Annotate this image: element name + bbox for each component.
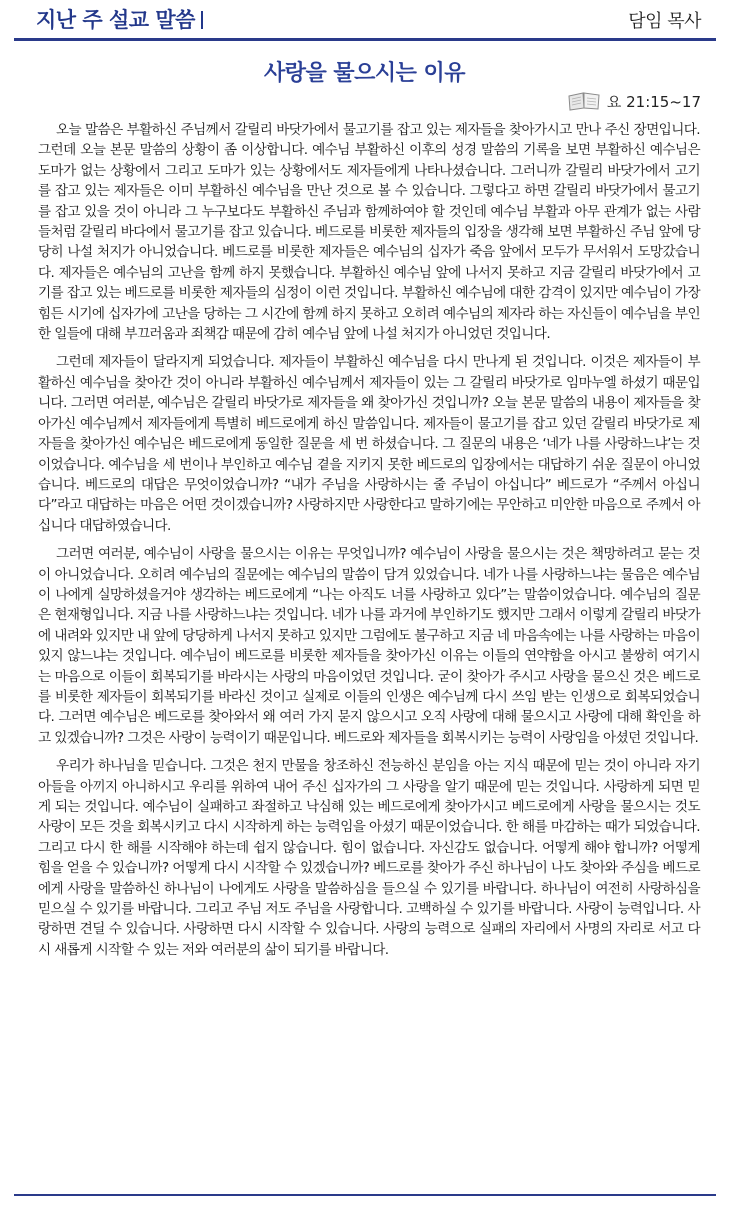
bottom-rule	[14, 1194, 716, 1196]
paragraph: 우리가 하나님을 믿습니다. 그것은 천지 만물을 창조하신 전능하신 분임을 아는 지식 때문에 믿는 것이 아니라 자기 아들을 아끼지 아니하시고 우리를 위하여 내어 주신 십자가의 그 사랑을 알기 때문에 믿는 것입니다. 사랑하게 되면 믿게 되는 것입니다. 예수님이 실패하고 좌절하고 낙심해 있는 베드로에게 찾아가시고 베드로에게 사랑을 물으시는 것도 사랑이 모든 것을 회복시키고 다시 시작하게 하는 능력임을 아셨기 때문이었습니다. 한 해를 마감하는 때가 되었습니다. 그리고 다시 한 해를 시작해야 하는데 쉽지 않습니다. 힘이 없습니다. 자신감도 없습니다. 어떻게 해야 합니까? 어떻게 힘을 얻을 수 있습니까? 어떻게 다시 시작할 수 있겠습니까? 베드로를 찾아가 주신 하나님이 나도 찾아와 주심을 베드로에게 사랑을 말씀하신 하나님이 나에게도 사랑을 말씀하심을 들으실 수 있기를 바랍니다. 하나님이 여전히 사랑하심을 믿으실 수 있기를 바랍니다. 그리고 주님 저도 주님을 사랑합니다. 고백하실 수 있기를 바랍니다. 사랑이 능력입니다. 사랑하면 견딜 수 있습니다. 사랑하면 다시 시작할 수 있습니다. 사랑의 능력으로 실패의 자리에서 사명의 자리로 서고 다시 새롭게 시작할 수 있는 저와 여러분의 삶이 되기를 바랍니다.	[38, 758, 700, 958]
paragraph: 오늘 말씀은 부활하신 주님께서 갈릴리 바닷가에서 물고기를 잡고 있는 제자들을 찾아가시고 만나 주신 장면입니다. 그런데 오늘 본문 말씀의 상황이 좀 이상합니다. 예수님 부활하신 이후의 성경 말씀의 기록을 보면 부활하신 예수님은 도마가 없는 상황에서 그리고 도마가 있는 상황에서도 제자들에게 나타나셨습니다. 그러니까 갈릴리 바닷가에서 고기를 잡고 있는 제자들은 이미 부활하신 예수님을 만난 것으로 볼 수 있습니다. 그렇다고 하면 갈릴리 바닷가에서 물고기를 잡고 있을 것이 아니라 그 누구보다도 부활하신 주님과 함께하여야 할 것인데 예수님 부활과 아무 관계가 없는 사람들처럼 갈릴리 바다에서 물고기를 잡고 있습니다. 베드로를 비롯한 제자들의 입장을 생각해 보면 부활하신 주님 앞에 당당히 나설 처지가 아니었습니다. 베드로를 비롯한 제자들은 예수님의 십자가 죽음 앞에서 모두가 무서워서 도망갔습니다. 제자들은 예수님의 고난을 함께 하지 못했습니다. 부활하신 예수님 앞에 나서지 못하고 지금 갈릴리 바닷가에서 고기를 잡고 있는 베드로를 비롯한 제자들의 심정이 이런 것입니다. 부활하신 예수님에 대한 감격이 있지만 예수님이 가장 힘든 시기에 십자가에 고난을 당하는 그 시간에 함께 하지 못하고 오히려 예수님의 제자라 하는 자신들이 예수님을 부인한 일들에 대해 부끄러움과 죄책감 때문에 감히 예수님 앞에 나설 처지가 아니었던 것입니다.	[38, 122, 700, 343]
paragraph: 그런데 제자들이 달라지게 되었습니다. 제자들이 부활하신 예수님을 다시 만나게 된 것입니다. 이것은 제자들이 부활하신 예수님을 찾아간 것이 아니라 부활하신 예수님께서 제자들이 있는 그 갈릴리 바닷가로 임마누엘 하셨기 때문입니다. 그러면 여러분, 예수님은 갈릴리 바닷가로 제자들을 왜 찾아가신 것입니까? 오늘 본문 말씀의 내용이 제자들을 찾아가신 예수님께서 제자들에게 특별히 베드로에게 하신 말씀입니다. 제자들이 물고기를 잡고 있던 갈릴리 바닷가로 제자들을 찾아가신 예수님은 베드로에게 동일한 질문을 세 번 하셨습니다. 그 질문의 내용은 ‘네가 나를 사랑하느냐’는 것이었습니다. 예수님을 세 번이나 부인하고 예수님 곁을 지키지 못한 베드로의 입장에서는 대답하기 쉬운 질문이 아니었습니다. 베드로의 대답은 무엇이었습니까? “내가 주님을 사랑하시는 줄 주님이 아십니다” 베드로가 “주께서 아십니다”라고 대답하는 마음은 어떤 것이겠습니까? 사랑하지만 사랑한다고 말하기에는 무안하고 미안한 마음으로 주께서 아십니다 대답하였습니다.	[38, 354, 700, 534]
page-header	[0, 0, 729, 36]
paragraph: 그러면 여러분, 예수님이 사랑을 물으시는 이유는 무엇입니까? 예수님이 사랑을 물으시는 것은 책망하려고 묻는 것이 아니었습니다. 오히려 예수님의 질문에는 예수님의 말씀이 담겨 있었습니다. 네가 나를 사랑하느냐는 물음은 예수님이 나에게 실망하셨을거야 생각하는 베드로에게 “나는 아직도 너를 사랑하고 있다”는 말씀이었습니다. 예수님의 질문은 현재형입니다. 지금 나를 사랑하느냐는 것입니다. 네가 나를 과거에 부인하기도 했지만 그래서 이렇게 갈릴리 바닷가에 내려와 있지만 내 앞에 당당하게 나서지 못하고 있지만 그럼에도 불구하고 지금 네 마음속에는 나를 사랑하는 마음이 있지 않느냐는 것입니다. 예수님이 베드로를 비롯한 제자들을 찾아가신 이유는 이들의 연약함을 아시고 불쌍히 여기시는 마음으로 이들이 회복되기를 바라시는 사랑의 마음이었던 것입니다. 굳이 찾아가 주시고 사랑을 물으신 것은 베드로를 비롯한 제자들이 회복되기를 바라신 것이고 실제로 이들의 인생은 예수님께 다시 쓰임 받는 인생으로 회복되었습니다. 그러면 예수님은 베드로를 찾아와서 왜 여러 가지 묻지 않으시고 오직 사랑에 대해 물으시고 사랑에 대해 확인을 하고 있겠습니까? 그것은 사랑이 능력이기 때문입니다. 베드로와 제자들을 회복시키는 능력이 사랑임을 아셨던 것입니다.	[38, 546, 700, 746]
open-book-icon	[567, 90, 601, 112]
section-title	[36, 4, 203, 34]
section-title-text: 지난 주 설교 말씀	[36, 8, 195, 32]
pastor-role: 담임 목사	[628, 11, 701, 32]
sermon-title: 사랑을 물으시는 이유	[263, 61, 466, 86]
title-divider	[201, 11, 203, 29]
scripture-text: 요 21:15~17	[606, 92, 701, 111]
scripture-reference	[567, 88, 701, 114]
top-rule	[14, 38, 716, 41]
sermon-body	[38, 120, 700, 968]
